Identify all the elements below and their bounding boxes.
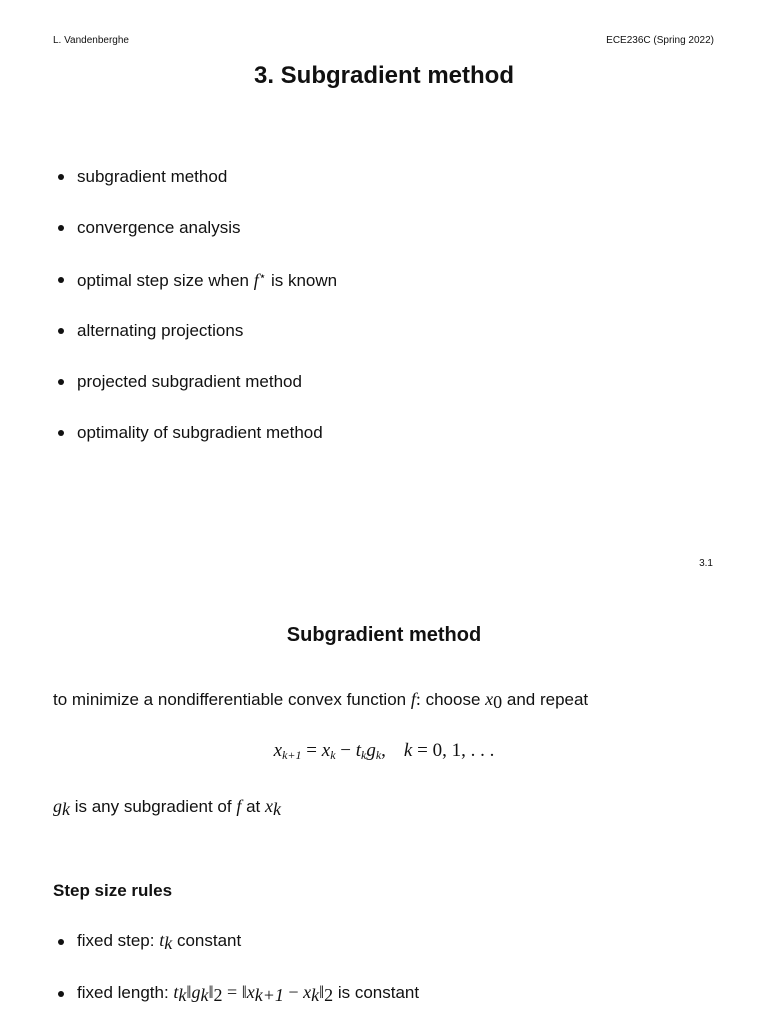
math-subscript: k <box>272 799 281 819</box>
math-minus: − <box>283 982 304 1002</box>
math-f: f <box>410 689 416 709</box>
math-subscript: 2 <box>324 985 334 1005</box>
bullet-icon <box>58 939 64 945</box>
math-t: t <box>173 982 179 1002</box>
intro-paragraph <box>53 689 588 710</box>
list-item-label: convergence analysis <box>77 218 241 238</box>
math-subscript: k <box>164 933 173 953</box>
math-norm-bar: ‖ <box>208 982 214 1002</box>
list-item-label: projected subgradient method <box>77 372 302 392</box>
update-equation <box>0 740 768 762</box>
math-subscript: 0 <box>493 692 503 712</box>
math-g: g <box>366 740 376 761</box>
math-star: ⋆ <box>258 268 267 283</box>
text-segment: choose <box>420 690 486 709</box>
list-item-label: subgradient method <box>77 167 228 186</box>
list-item <box>58 370 337 421</box>
math-subscript: k <box>330 748 336 762</box>
text-segment: fixed length: <box>77 983 174 1002</box>
text-segment: is constant <box>333 983 420 1002</box>
section-title: Subgradient method <box>286 624 482 646</box>
math-minus: − <box>335 740 356 761</box>
page-number: 3.1 <box>699 558 713 569</box>
math-equals: = <box>222 982 242 1002</box>
bullet-icon <box>58 174 64 180</box>
math-g: g <box>191 982 201 1002</box>
slide-title: 3. Subgradient method <box>253 62 514 89</box>
subgradient-definition <box>53 796 281 817</box>
math-norm-bar: ‖ <box>241 982 247 1002</box>
math-x: x <box>246 982 255 1002</box>
math-subscript: k <box>62 799 70 819</box>
list-item <box>58 268 337 319</box>
math-x: x <box>485 689 494 709</box>
math-subscript: k+1 <box>254 985 284 1005</box>
list-item-label <box>77 268 337 293</box>
math-x: x <box>321 740 331 761</box>
list-item <box>58 982 419 1003</box>
list-item <box>58 421 337 472</box>
text-segment: constant <box>172 931 242 950</box>
list-item <box>58 319 337 370</box>
bullet-icon <box>58 379 64 385</box>
bullet-icon <box>58 277 64 283</box>
math-subscript: k <box>178 985 187 1005</box>
math-k: k <box>403 740 413 761</box>
math-g: g <box>53 796 62 816</box>
list-item-label: alternating projections <box>77 320 244 340</box>
list-item-label: optimality of subgradient method <box>77 423 323 443</box>
text-segment: is known <box>266 270 338 290</box>
math-colon: : <box>415 689 421 709</box>
math-x: x <box>273 740 283 761</box>
math-range: = 0, 1, . . . <box>412 740 495 761</box>
math-subscript: k+1 <box>282 748 302 762</box>
math-comma: , <box>381 740 386 761</box>
text-segment: and repeat <box>502 690 589 709</box>
list-item-label <box>77 982 419 1003</box>
text-segment: at <box>241 797 265 816</box>
header-course: ECE236C (Spring 2022) <box>606 35 714 46</box>
bullet-icon <box>58 991 64 997</box>
list-item <box>58 165 337 216</box>
list-item <box>58 930 241 951</box>
math-subscript: 2 <box>213 985 223 1005</box>
list-item <box>58 216 337 267</box>
outline-list <box>58 165 337 473</box>
math-x: x <box>303 982 312 1002</box>
text-segment: fixed step: <box>77 931 160 950</box>
math-f: f <box>253 269 259 290</box>
math-equals: = <box>301 740 322 761</box>
header-author: L. Vandenberghe <box>53 35 129 46</box>
math-subscript: k <box>311 985 320 1005</box>
math-t: t <box>355 740 362 761</box>
step-size-heading: Step size rules <box>53 881 173 900</box>
math-subscript: k <box>200 985 209 1005</box>
bullet-icon <box>58 430 64 436</box>
math-norm-bar: ‖ <box>319 982 325 1002</box>
math-subscript: k <box>361 748 367 762</box>
math-norm-bar: ‖ <box>186 982 192 1002</box>
bullet-icon <box>58 225 64 231</box>
text-segment: optimal step size when <box>77 270 254 290</box>
math-f: f <box>236 796 242 816</box>
bullet-icon <box>58 328 64 334</box>
text-segment: to minimize a nondifferentiable convex function <box>53 690 411 709</box>
math-x: x <box>264 796 273 816</box>
math-subscript: k <box>375 748 382 762</box>
list-item-label <box>77 930 241 951</box>
math-t: t <box>159 930 165 950</box>
text-segment: is any subgradient of <box>70 797 237 816</box>
